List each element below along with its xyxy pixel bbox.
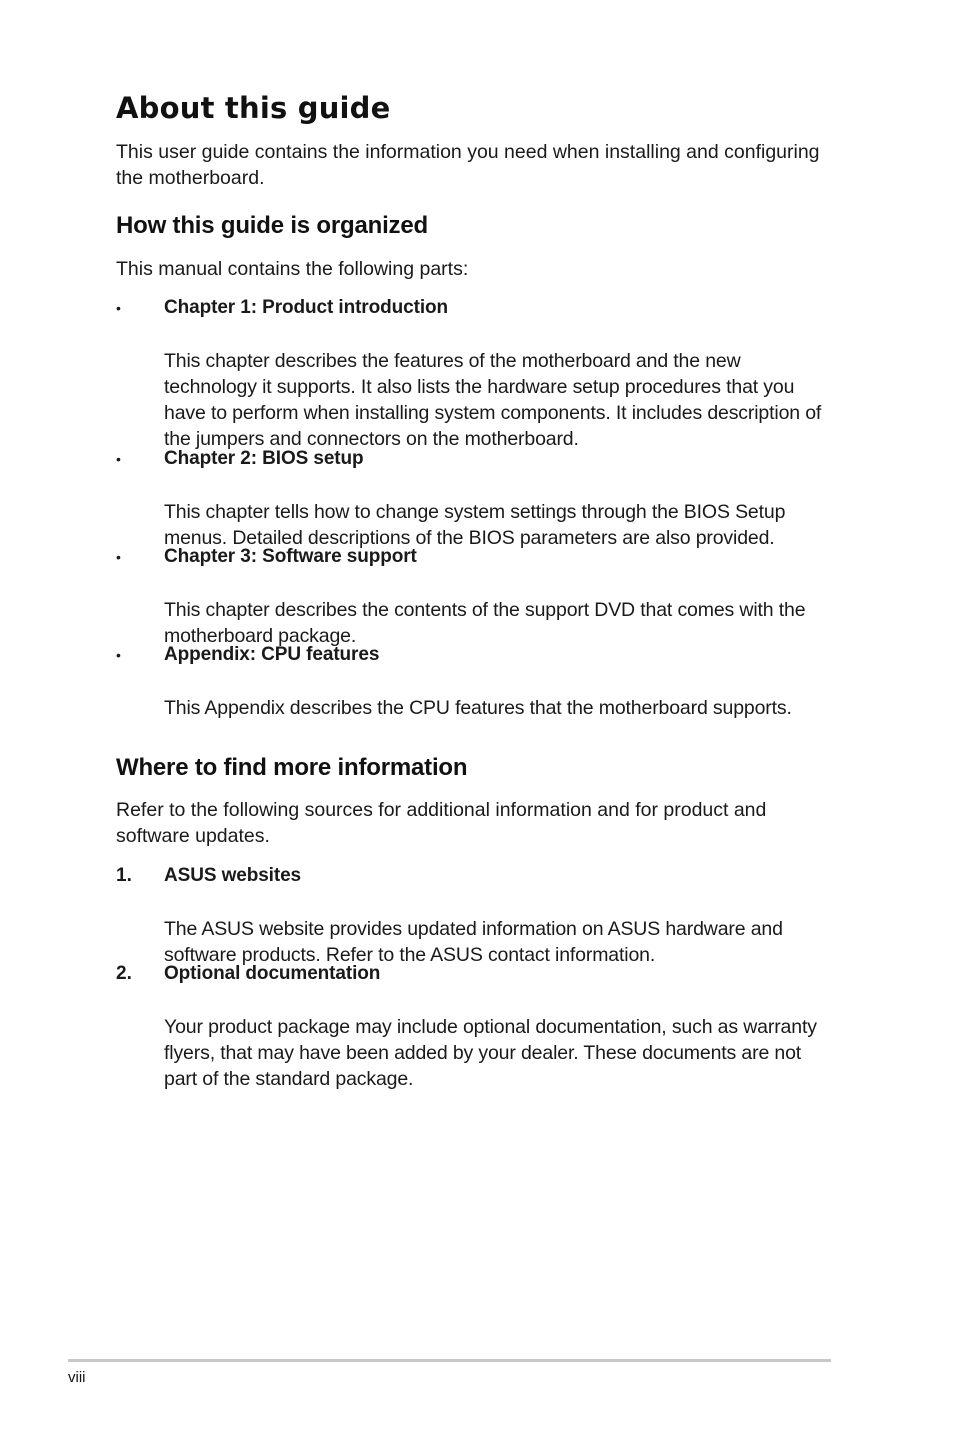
item-title: Appendix: CPU features — [164, 644, 380, 665]
item-title: Chapter 3: Software support — [164, 546, 417, 567]
item-title: Optional documentation — [164, 963, 381, 984]
number-marker: 2. — [116, 963, 132, 984]
intro-paragraph: This user guide contains the information you need when installing and configuring the motherboard. — [116, 141, 820, 189]
item-description: This chapter tells how to change system settings through the BIOS Setup menus. Detailed descriptions of the BIOS parameters are also provided. — [164, 500, 786, 549]
section-heading-more-info: Where to find more information — [116, 754, 468, 781]
bullet-marker: • — [116, 549, 121, 565]
number-marker: 1. — [116, 865, 132, 886]
more-info-lead: Refer to the following sources for additional information and for product and software updates. — [116, 799, 767, 847]
bullet-marker: • — [116, 300, 121, 316]
item-description: Your product package may include optional documentation, such as warranty flyers, that may have been added by your dealer. These documents are not part of the standard package. — [164, 1015, 817, 1090]
item-description: The ASUS website provides updated information on ASUS hardware and software products. Refer to the ASUS contact information. — [164, 917, 783, 966]
bullet-marker: • — [116, 647, 121, 663]
item-description: This Appendix describes the CPU features that the motherboard supports. — [164, 696, 792, 719]
section-heading-organized: How this guide is organized — [116, 212, 428, 239]
item-title: ASUS websites — [164, 865, 302, 886]
item-description: This chapter describes the contents of the support DVD that comes with the motherboard package. — [164, 598, 806, 647]
organized-lead: This manual contains the following parts: — [116, 258, 469, 280]
bullet-marker: • — [116, 451, 121, 467]
item-description: This chapter describes the features of the motherboard and the new technology it supports. It also lists the hardware setup procedures that you have to perform when installing system components. It includes description of the jumpers and connectors on the motherboard. — [164, 349, 822, 450]
page-title: About this guide — [116, 91, 391, 125]
item-title: Chapter 2: BIOS setup — [164, 448, 364, 469]
item-title: Chapter 1: Product introduction — [164, 297, 449, 318]
footer-rule — [68, 1359, 831, 1362]
page-number: viii — [68, 1369, 86, 1386]
